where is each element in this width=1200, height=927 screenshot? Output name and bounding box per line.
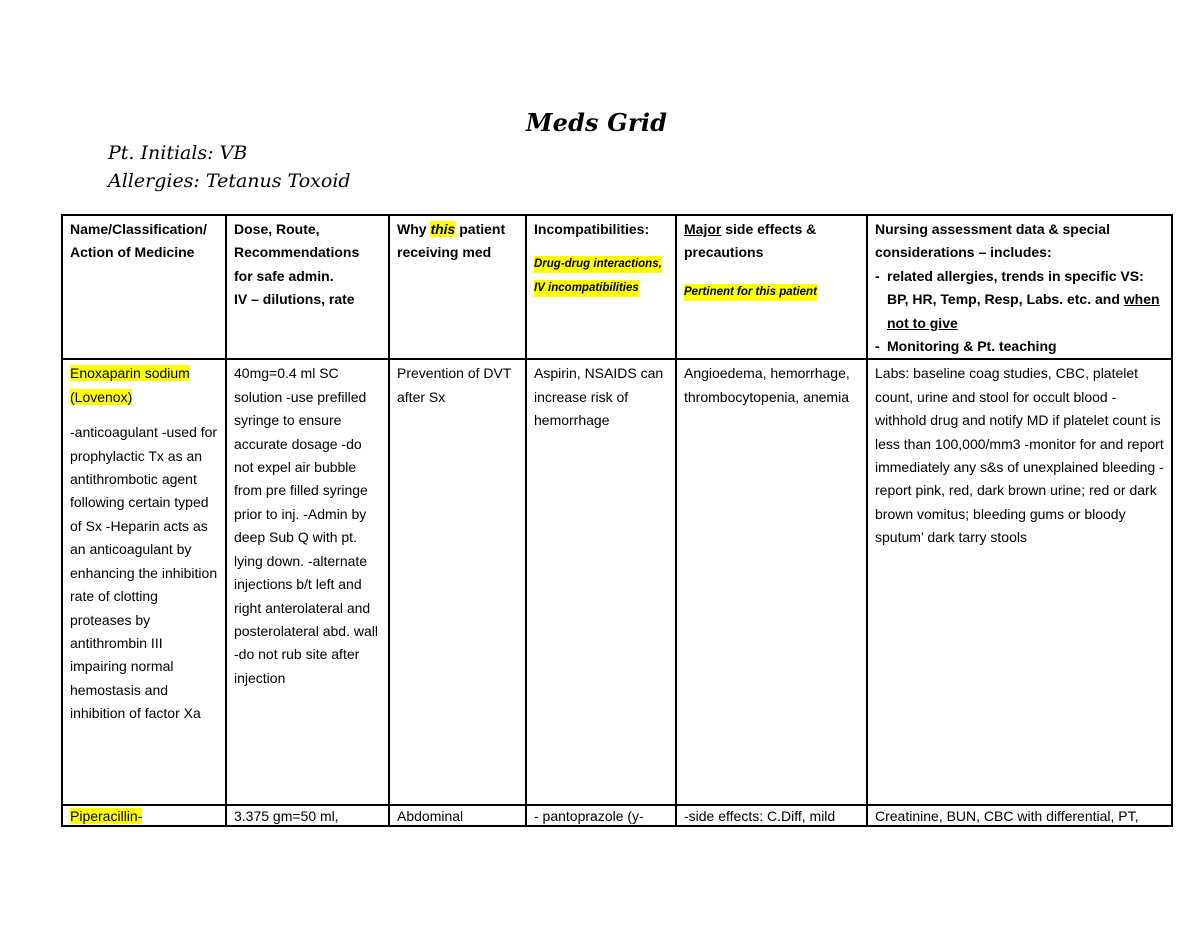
cell-nursing: Labs: baseline coag studies, CBC, platelet count, urine and stool for occult blood -withhold drug and notify MD if platelet count is less than 100,000/mm3 -monitor for and report immediately any s&s of unexplained bleeding -report pink, red, dark brown urine; red or dark brown vomitus; bleeding gums or bloody sputum’ dark tarry stools bbox=[867, 359, 1172, 805]
meds-grid-table bbox=[61, 214, 1173, 827]
emphasis-this: this bbox=[430, 221, 456, 237]
incompat-subnote: Drug-drug interactions, bbox=[534, 256, 662, 273]
header-name-classification: Name/Classification/ Action of Medicine bbox=[62, 215, 226, 359]
cell-side-effects: -side effects: C.Diff, mild bbox=[676, 805, 867, 826]
patient-allergies: Allergies: Tetanus Toxoid bbox=[108, 170, 351, 192]
table-row bbox=[62, 805, 1172, 826]
emphasis-major: Major bbox=[684, 221, 722, 237]
header-side-effects: Major side effects & precautions Pertinent for this patient bbox=[676, 215, 867, 359]
drug-name: Piperacillin- bbox=[70, 808, 143, 825]
drug-name: Enoxaparin sodium bbox=[70, 365, 190, 382]
drug-action: -anticoagulant -used for prophylactic Tx as an antithrombotic agent following certain typed of Sx -Heparin acts as an anticoagulant by enhancing the inhibition rate of clotting proteases by antithrombin III impairing normal hemostasis and inhibition of factor Xa bbox=[70, 424, 218, 722]
cell-incompatibilities: - pantoprazole (y- bbox=[526, 805, 676, 826]
cell-incompatibilities: Aspirin, NSAIDS can increase risk of hemorrhage bbox=[526, 359, 676, 805]
cell-dose: 40mg=0.4 ml SC solution -use prefilled syringe to ensure accurate dosage -do not expel air bubble from pre filled syringe prior to inj. -Admin by deep Sub Q with pt. lying down. -alternate injections b/t left and right anterolateral and posterolateral abd. wall -do not rub site after injection bbox=[226, 359, 389, 805]
cell-medicine-name bbox=[62, 805, 226, 826]
header-nursing-assessment: Nursing assessment data & special considerations – includes: - related allergies, trends in specific VS: BP, HR, Temp, Resp, Labs. etc. and when not to give - Monitoring & Pt. teaching bbox=[867, 215, 1172, 359]
cell-why: Abdominal bbox=[389, 805, 526, 826]
cell-dose: 3.375 gm=50 ml, bbox=[226, 805, 389, 826]
cell-nursing: Creatinine, BUN, CBC with differential, PT, bbox=[867, 805, 1172, 826]
nursing-bullet-monitoring: - Monitoring & Pt. teaching bbox=[875, 335, 1165, 358]
cell-side-effects: Angioedema, hemorrhage, thrombocytopenia, anemia bbox=[676, 359, 867, 805]
cell-why: Prevention of DVT after Sx bbox=[389, 359, 526, 805]
header-incompatibilities: Incompatibilities: Drug-drug interactions, IV incompatibilities bbox=[526, 215, 676, 359]
header-row bbox=[62, 215, 1172, 359]
drug-brand-name: (Lovenox) bbox=[70, 388, 133, 405]
header-dose-route: Dose, Route, Recommendations for safe admin. IV – dilutions, rate bbox=[226, 215, 389, 359]
header-why-this-patient: Why this patient receiving med bbox=[389, 215, 526, 359]
nursing-bullet-allergies: - related allergies, trends in specific VS: BP, HR, Temp, Resp, Labs. etc. and when not to give bbox=[875, 265, 1165, 335]
side-effects-subnote: Pertinent for this patient bbox=[684, 284, 817, 301]
cell-medicine-name bbox=[62, 359, 226, 805]
table-row bbox=[62, 359, 1172, 805]
patient-initials: Pt. Initials: VB bbox=[108, 142, 248, 164]
page-title: Meds Grid bbox=[525, 108, 668, 137]
